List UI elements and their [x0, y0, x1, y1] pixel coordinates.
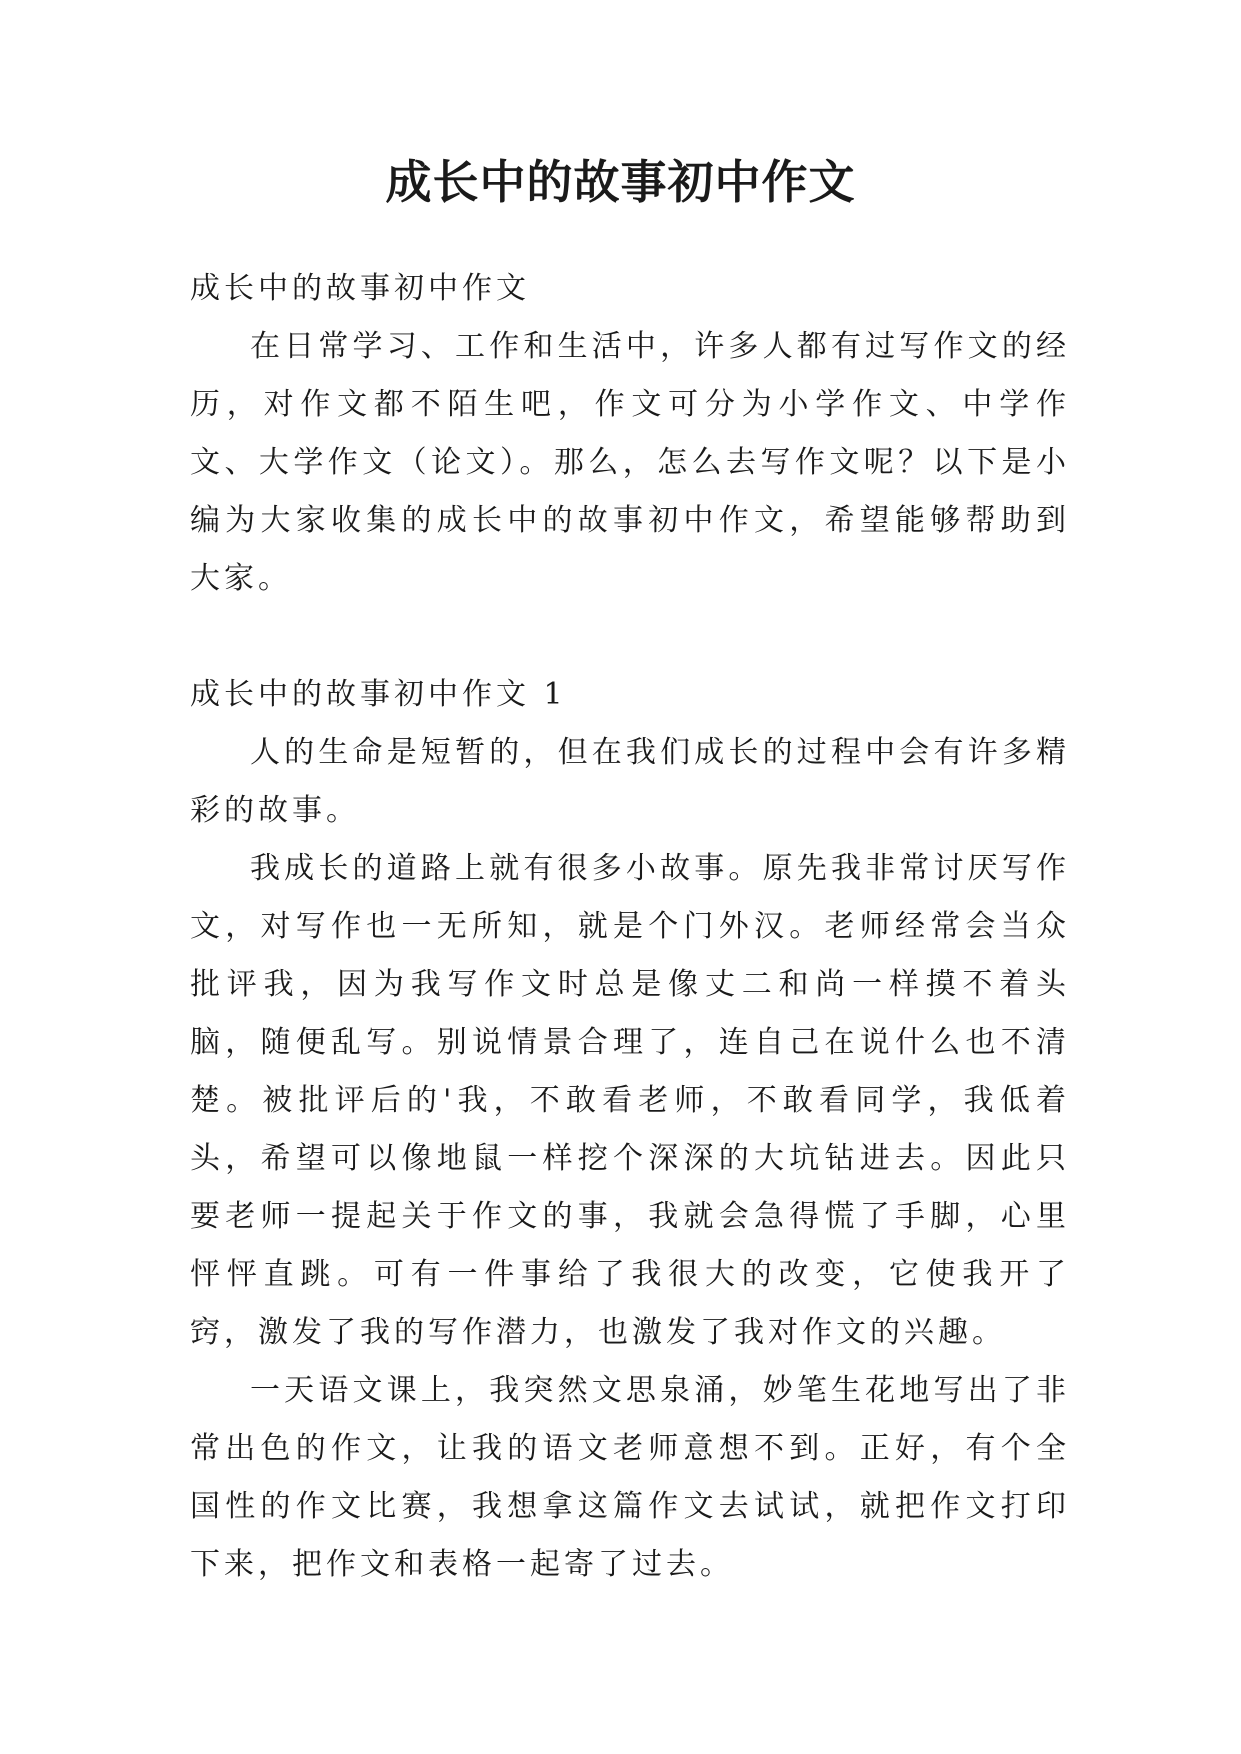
body-paragraph-1: 人的生命是短暂的，但在我们成长的过程中会有许多精彩的故事。	[190, 735, 1070, 828]
document-body	[190, 260, 1070, 1594]
section-heading: 成长中的故事初中作文 1	[190, 677, 567, 712]
document-title: 成长中的故事初中作文	[385, 155, 856, 209]
section-gap	[190, 608, 1070, 666]
document-subtitle: 成长中的故事初中作文	[190, 271, 530, 306]
body-paragraph-2: 我成长的道路上就有很多小故事。原先我非常讨厌写作文，对写作也一无所知，就是个门外汉。老师经常会当众批评我，因为我写作文时总是像丈二和尚一样摸不着头脑，随便乱写。别说情景合理了，连自己在说什么也不清楚。被批评后的'我，不敢看老师，不敢看同学，我低着头，希望可以像地鼠一样挖个深深的大坑钻进去。因此只要老师一提起关于作文的事，我就会急得慌了手脚，心里怦怦直跳。可有一件事给了我很大的改变，它使我开了窍，激发了我的写作潜力，也激发了我对作文的兴趣。	[190, 851, 1070, 1350]
intro-paragraph: 在日常学习、工作和生活中，许多人都有过写作文的经历，对作文都不陌生吧，作文可分为小学作文、中学作文、大学作文（论文）。那么，怎么去写作文呢？以下是小编为大家收集的成长中的故事初中作文，希望能够帮助到大家。	[190, 329, 1070, 596]
body-paragraph-3: 一天语文课上，我突然文思泉涌，妙笔生花地写出了非常出色的作文，让我的语文老师意想不到。正好，有个全国性的作文比赛，我想拿这篇作文去试试，就把作文打印下来，把作文和表格一起寄了过去。	[190, 1373, 1070, 1582]
